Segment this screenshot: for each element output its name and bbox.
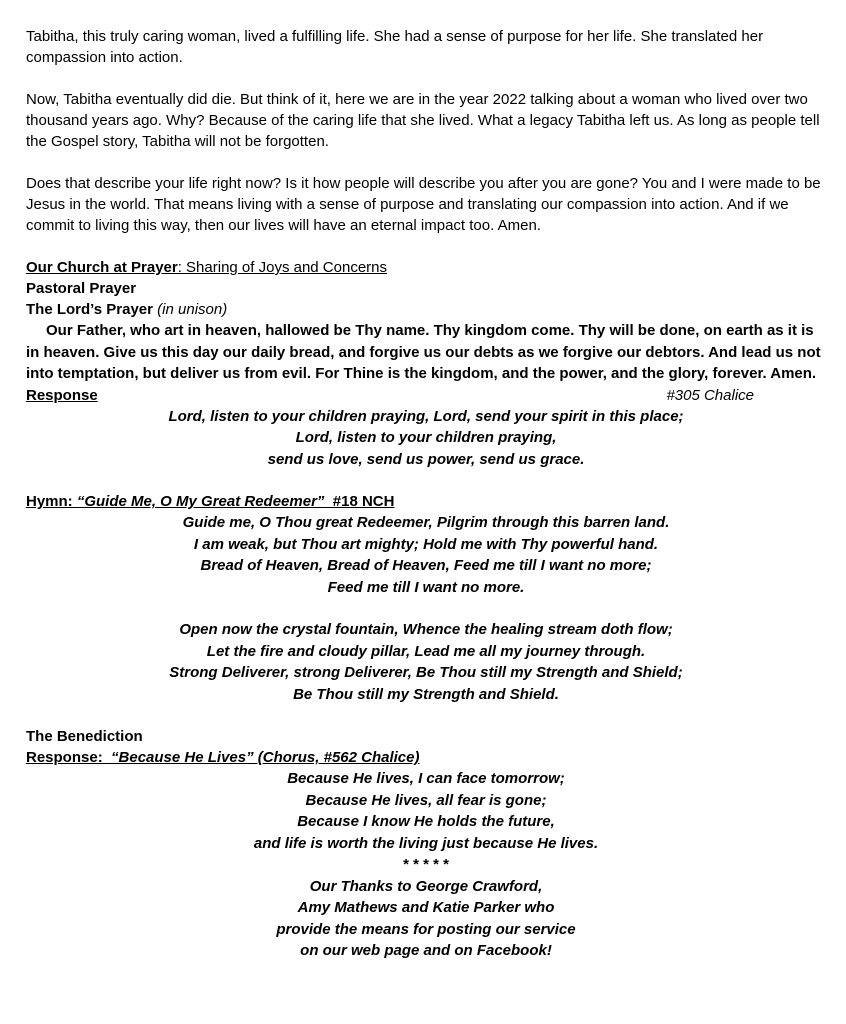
benediction-response-label: Response: [26, 749, 112, 766]
bulletin-page [26, 26, 826, 962]
lords-prayer-text: Our Father, who art in heaven, hallowed be Thy name. Thy kingdom come. Thy will be done, on earth as it is in heaven. Give us this day our daily bread, and forgive us our debts as we forgive our debtors. And lead us not into temptation, but deliver us from evil. For Thine is the kingdom, and the power, and the glory, forever. Amen. [26, 322, 821, 382]
hymn-heading [26, 491, 826, 512]
thanks-line: Amy Mathews and Katie Parker who [297, 899, 555, 916]
prayer-heading [26, 257, 826, 278]
lyric-line: send us love, send us power, send us grace. [267, 450, 585, 468]
benediction-heading: The Benediction [26, 728, 143, 745]
hymn-number: #18 NCH [324, 493, 395, 510]
response-label: Response [26, 386, 98, 404]
benediction-response-heading [26, 747, 826, 768]
hymn-title: “Guide Me, O My Great Redeemer” [76, 493, 325, 510]
lyric-line: Feed me till I want no more. [327, 578, 525, 596]
response-reference: #305 Chalice [666, 386, 754, 404]
lyric-line: Open now the crystal fountain, Whence the healing stream doth flow; [179, 621, 673, 638]
lyric-line: Because He lives, I can face tomorrow; [287, 770, 565, 787]
lyric-line: Guide me, O Thou great Redeemer, Pilgrim through this barren land. [182, 514, 670, 531]
sermon-paragraph-1: Tabitha, this truly caring woman, lived a fulfilling life. She had a sense of purpose for her life. She translated her compassion into action. [26, 28, 764, 66]
sermon-paragraph-3: Does that describe your life right now? Is it how people will describe you after you are gone? You and I were made to be Jesus in the world. That means living with a sense of purpose and translating our compassion into action. And if we commit to living this way, then our lives will have an eternal impact too. Amen. [26, 175, 821, 234]
prayer-heading-title: Our Church at Prayer [26, 259, 178, 276]
response-lyrics [26, 406, 826, 471]
thanks-line: Our Thanks to George Crawford, [309, 877, 543, 895]
lyric-line: Be Thou still my Strength and Shield. [293, 685, 559, 703]
lyric-line: I am weak, but Thou art mighty; Hold me with Thy powerful hand. [193, 535, 659, 553]
hymn-verse-1 [26, 512, 826, 598]
lyric-line: Strong Deliverer, strong Deliverer, Be Thou still my Strength and Shield; [169, 664, 683, 681]
pastoral-prayer-heading: Pastoral Prayer [26, 280, 137, 297]
lyric-line: Because I know He holds the future, [297, 813, 555, 830]
lords-prayer-heading [26, 299, 826, 320]
benediction-lyrics [26, 768, 826, 962]
lyric-line: Bread of Heaven, Bread of Heaven, Feed me till I want no more; [200, 557, 652, 574]
prayer-heading-subtitle: : Sharing of Joys and Concerns [177, 259, 388, 276]
star-divider: * * * * * [403, 856, 449, 873]
lyric-line: Lord, listen to your children praying, [295, 429, 557, 446]
lords-prayer-note: (in unison) [157, 301, 228, 318]
thanks-line: on our web page and on Facebook! [300, 942, 552, 959]
lyric-line: and life is worth the living just because He lives. [253, 834, 599, 852]
response-row [26, 385, 826, 406]
sermon-paragraph-2: Now, Tabitha eventually did die. But think of it, here we are in the year 2022 talking about a woman who lived over two thousand years ago. Why? Because of the caring life that she lived. What a legacy Tabitha left us. As long as people tell the Gospel story, Tabitha will not be forgotten. [26, 91, 820, 150]
lyric-line: Let the fire and cloudy pillar, Lead me all my journey through. [206, 642, 646, 660]
hymn-label: Hymn: [26, 493, 77, 510]
lyric-line: Because He lives, all fear is gone; [305, 791, 547, 809]
thanks-line: provide the means for posting our service [276, 920, 576, 938]
benediction-response-title: “Because He Lives” (Chorus, #562 Chalice) [111, 749, 420, 766]
hymn-verse-2 [26, 619, 826, 705]
lords-prayer-title: The Lord’s Prayer [26, 301, 153, 318]
lyric-line: Lord, listen to your children praying, Lord, send your spirit in this place; [168, 407, 684, 425]
